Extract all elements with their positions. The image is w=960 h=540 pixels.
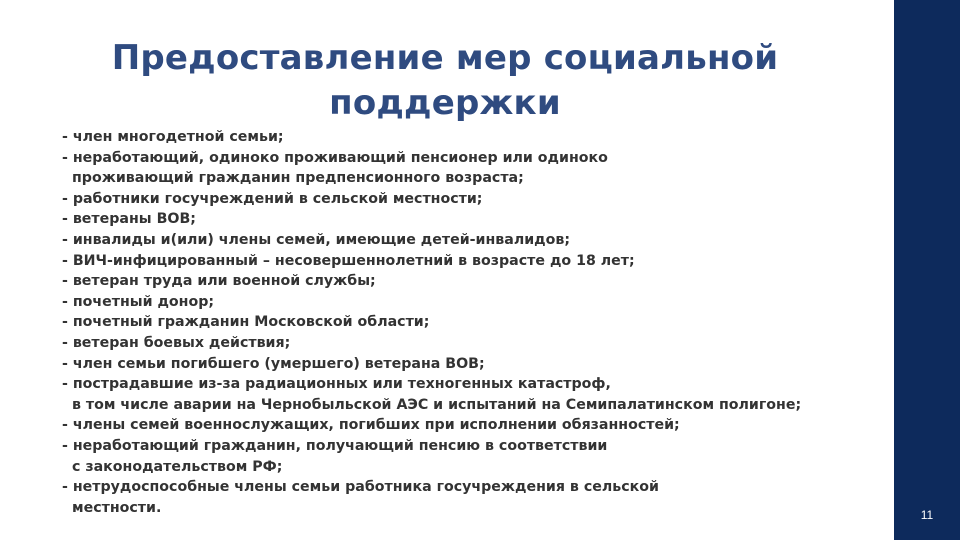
list-item [62,477,882,518]
list-item-text: - нетрудоспособные члены семьи работника госучреждения в сельской [62,479,659,496]
list-item [62,230,882,251]
list-item-continuation: в том числе аварии на Чернобыльской АЭС и испытаний на Семипалатинском полигоне; [72,396,802,413]
list-item [62,251,882,272]
list-item-text: - член семьи погибшего (умершего) ветерана ВОВ; [62,355,485,372]
list-item [62,127,882,148]
slide-title-line-2: поддержки [329,83,561,123]
list-item-text: - члены семей военнослужащих, погибших при исполнении обязанностей; [62,417,680,434]
list-item-text: - инвалиды и(или) члены семей, имеющие детей-инвалидов; [62,231,571,248]
list-item [62,312,882,333]
list-item-text: - ветераны ВОВ; [62,211,196,228]
list-item [62,148,882,189]
side-accent-bar [894,0,960,540]
list-item [62,271,882,292]
list-item [62,292,882,313]
list-item-continuation: местности. [72,499,162,516]
list-item [62,209,882,230]
list-item [62,374,882,415]
slide-title [40,36,850,126]
list-item-text: - ВИЧ-инфицированный – несовершеннолетний в возрасте до 18 лет; [62,252,635,269]
list-item [62,189,882,210]
list-item-text: - член многодетной семьи; [62,129,284,145]
list-item [62,436,882,477]
list-item-text: - неработающий, одиноко проживающий пенсионер или одиноко [62,149,608,166]
beneficiaries-list [62,127,882,518]
list-item-text: - ветеран труда или военной службы; [62,273,376,290]
list-item [62,333,882,354]
list-item-text: - работники госучреждений в сельской местности; [62,190,483,207]
list-item-continuation: проживающий гражданин предпенсионного возраста; [72,170,524,187]
list-item-text: - почетный гражданин Московской области; [62,314,430,331]
list-item-text: - неработающий гражданин, получающий пенсию в соответствии [62,437,608,454]
list-item-text: - пострадавшие из-за радиационных или техногенных катастроф, [62,376,611,393]
page-number: 11 [920,508,934,522]
slide-title-line-1: Предоставление мер социальной [111,38,779,78]
list-item-text: - почетный донор; [62,293,215,310]
list-item-continuation: с законодательством РФ; [72,458,283,475]
list-item [62,354,882,375]
list-item [62,415,882,436]
list-item-text: - ветеран боевых действия; [62,334,291,351]
